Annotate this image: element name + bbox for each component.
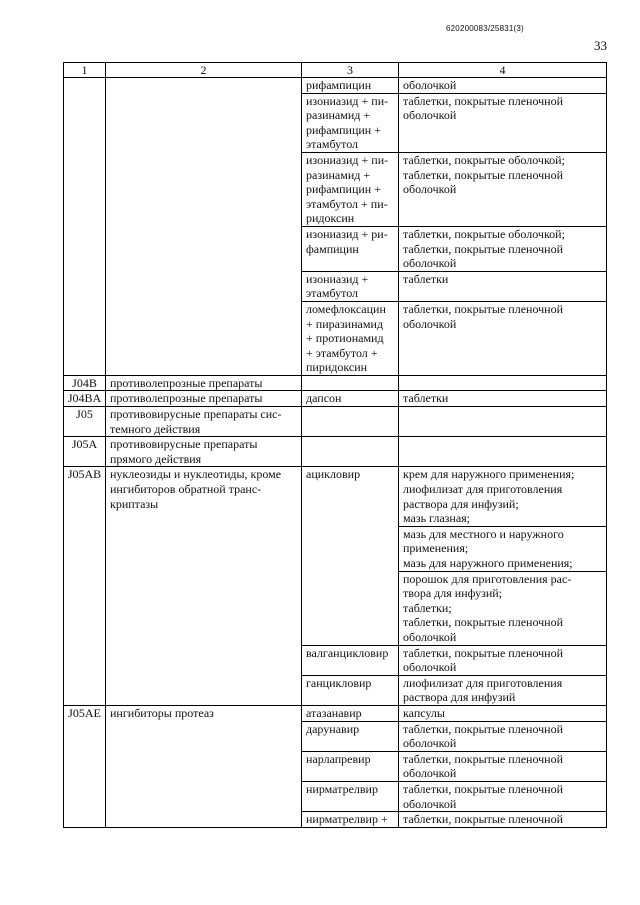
- dosage-form: таблетки, покрытые пленочной оболочкой: [399, 301, 607, 375]
- dosage-form: таблетки, покрытые пленочной: [399, 812, 607, 828]
- dosage-form: таблетки, покрытые пленочной оболочкой: [399, 751, 607, 781]
- drug-name: ганцикловир: [302, 675, 399, 705]
- dosage-form: таблетки, покрытые оболочкой; таблетки, покрытые пленочной оболочкой: [399, 152, 607, 226]
- column-number: 2: [106, 63, 302, 78]
- group-title: ингибиторы протеаз: [106, 705, 302, 827]
- code-cell: [64, 78, 106, 376]
- table-row: [64, 375, 607, 391]
- table-row: [64, 705, 607, 721]
- group-cell: [106, 78, 302, 376]
- atc-code: J05: [64, 407, 106, 437]
- page-number: 33: [594, 38, 607, 53]
- drug-name: дапсон: [302, 391, 399, 407]
- atc-code: J05A: [64, 437, 106, 467]
- atc-code: J05AE: [64, 705, 106, 827]
- dosage-form: порошок для приготовления рас- твора для инфузий; таблетки; таблетки, покрытые пленочной оболочкой: [399, 571, 607, 645]
- table-row: [64, 391, 607, 407]
- dosage-form: таблетки, покрытые пленочной оболочкой: [399, 721, 607, 751]
- table-row: [64, 78, 607, 94]
- drug-name: [302, 375, 399, 391]
- drug-name: изониазид + пи- разинамид + рифампицин + этамбутол + пи- ридоксин: [302, 152, 399, 226]
- drug-name: изониазид + этамбутол: [302, 271, 399, 301]
- drug-name: рифампицин: [302, 78, 399, 94]
- dosage-form: оболочкой: [399, 78, 607, 94]
- dosage-form: лиофилизат для приготовления раствора для инфузий: [399, 675, 607, 705]
- document-id: 620200083/25831(3): [446, 24, 524, 33]
- drug-name: валганцикловир: [302, 645, 399, 675]
- dosage-form: таблетки: [399, 271, 607, 301]
- dosage-form: таблетки, покрытые пленочной оболочкой: [399, 781, 607, 811]
- dosage-form: [399, 437, 607, 467]
- table-row: [64, 407, 607, 437]
- drug-name: ацикловир: [302, 467, 399, 645]
- group-title: противовирусные препараты прямого действия: [106, 437, 302, 467]
- drug-name: [302, 437, 399, 467]
- drug-name: [302, 407, 399, 437]
- column-number: 4: [399, 63, 607, 78]
- group-title: противолепрозные препараты: [106, 375, 302, 391]
- dosage-form: [399, 407, 607, 437]
- drug-name: нирматрелвир: [302, 781, 399, 811]
- dosage-form: таблетки: [399, 391, 607, 407]
- drug-name: изониазид + ри- фампицин: [302, 226, 399, 271]
- drug-name: дарунавир: [302, 721, 399, 751]
- group-title: нуклеозиды и нуклеотиды, кроме ингибиторов обратной транс- криптазы: [106, 467, 302, 706]
- drug-name: атазанавир: [302, 705, 399, 721]
- dosage-form: таблетки, покрытые пленочной оболочкой: [399, 645, 607, 675]
- atc-code: J04BA: [64, 391, 106, 407]
- drug-name: изониазид + пи- разинамид + рифампицин + этамбутол: [302, 93, 399, 152]
- drug-name: ломефлоксацин + пиразинамид + протионамид + этамбутол + пиридоксин: [302, 301, 399, 375]
- dosage-form: крем для наружного применения; лиофилизат для приготовления раствора для инфузий; мазь глазная;: [399, 467, 607, 526]
- table-row: [64, 467, 607, 526]
- medication-table: [63, 62, 607, 828]
- group-title: противовирусные препараты сис- темного действия: [106, 407, 302, 437]
- column-number: 3: [302, 63, 399, 78]
- group-title: противолепрозные препараты: [106, 391, 302, 407]
- column-number: 1: [64, 63, 106, 78]
- column-number-row: [64, 63, 607, 78]
- dosage-form: таблетки, покрытые пленочной оболочкой: [399, 93, 607, 152]
- atc-code: J04B: [64, 375, 106, 391]
- atc-code: J05AB: [64, 467, 106, 706]
- dosage-form: капсулы: [399, 705, 607, 721]
- drug-name: нарлапревир: [302, 751, 399, 781]
- dosage-form: мазь для местного и наружного применения; мазь для наружного применения;: [399, 526, 607, 571]
- dosage-form: таблетки, покрытые оболочкой; таблетки, покрытые пленочной оболочкой: [399, 226, 607, 271]
- dosage-form: [399, 375, 607, 391]
- drug-name: нирматрелвир +: [302, 812, 399, 828]
- table-row: [64, 437, 607, 467]
